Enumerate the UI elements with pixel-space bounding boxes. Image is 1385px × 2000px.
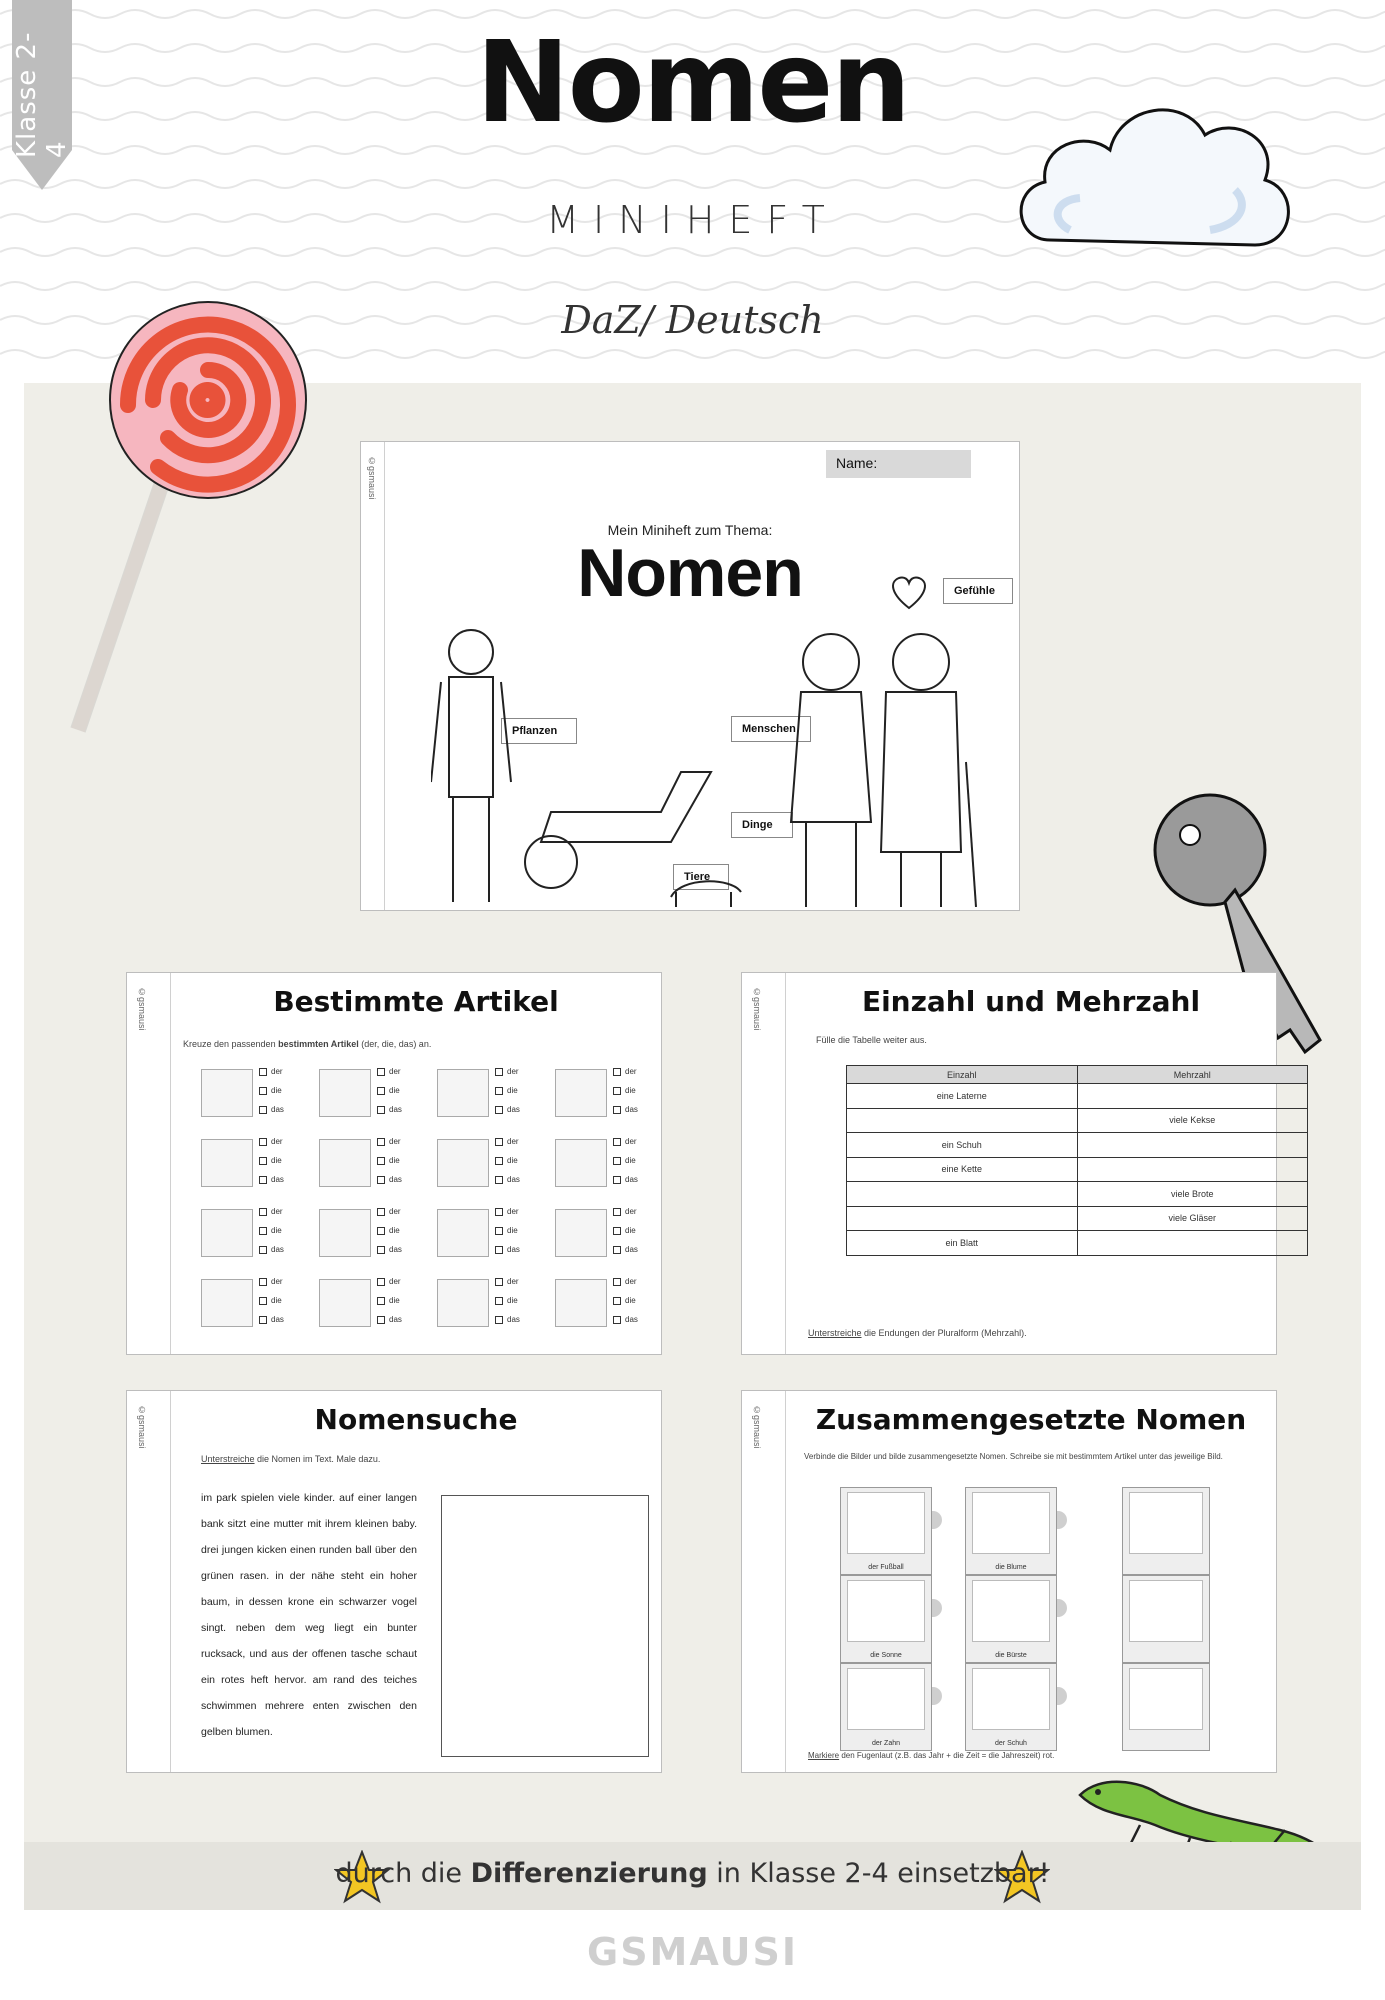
tag-tiere: Tiere <box>673 864 729 890</box>
checkbox[interactable] <box>259 1068 267 1076</box>
brand-logo: GSMAUSI <box>587 1930 798 1974</box>
singular-cell[interactable]: ein Blatt <box>847 1231 1078 1256</box>
article-option[interactable] <box>613 1245 638 1254</box>
sheet-margin <box>361 442 385 910</box>
search-sheet-preview <box>126 1390 662 1773</box>
article-picture <box>555 1279 607 1327</box>
checkbox[interactable] <box>377 1208 385 1216</box>
copyright-label: ©gsmausi <box>752 987 762 1031</box>
article-item <box>319 1065 439 1121</box>
plural-cell[interactable] <box>1077 1157 1308 1182</box>
option-label: das <box>507 1245 520 1254</box>
article-picture <box>555 1139 607 1187</box>
article-option[interactable] <box>377 1226 400 1235</box>
article-option[interactable] <box>613 1086 636 1095</box>
table-row <box>847 1206 1308 1231</box>
cover-title: Nomen <box>577 535 803 611</box>
option-label: der <box>625 1207 637 1216</box>
option-label: der <box>271 1137 283 1146</box>
sheet-title: Zusammengesetzte Nomen <box>815 1403 1247 1436</box>
option-label: der <box>271 1067 283 1076</box>
article-option[interactable] <box>377 1315 402 1324</box>
checkbox[interactable] <box>613 1278 621 1286</box>
checkbox[interactable] <box>495 1176 503 1184</box>
cover-sheet-preview <box>360 441 1020 911</box>
checkbox[interactable] <box>613 1227 621 1235</box>
article-item <box>437 1205 557 1261</box>
article-picture <box>201 1139 253 1187</box>
option-label: die <box>625 1086 636 1095</box>
sheet-instruction: Unterstreiche die Nomen im Text. Male dazu. <box>201 1454 381 1464</box>
article-option[interactable] <box>259 1245 284 1254</box>
option-label: das <box>625 1245 638 1254</box>
singular-cell[interactable]: ein Schuh <box>847 1133 1078 1158</box>
checkbox[interactable] <box>259 1208 267 1216</box>
checkbox[interactable] <box>377 1176 385 1184</box>
article-picture <box>319 1209 371 1257</box>
checkbox[interactable] <box>613 1316 621 1324</box>
plural-cell[interactable]: viele Brote <box>1077 1182 1308 1207</box>
checkbox[interactable] <box>613 1068 621 1076</box>
table-row <box>847 1157 1308 1182</box>
article-picture <box>319 1279 371 1327</box>
checkbox[interactable] <box>495 1068 503 1076</box>
article-option[interactable] <box>495 1067 519 1076</box>
option-label: der <box>271 1207 283 1216</box>
copyright-label: ©gsmausi <box>367 456 377 500</box>
option-label: die <box>271 1226 282 1235</box>
sheet-instruction: Verbinde die Bilder und bilde zusammengesetzte Nomen. Schreibe sie mit bestimmtem Artikel unter das jeweilige Bild. <box>804 1452 1223 1461</box>
connect-dot[interactable] <box>932 1599 942 1617</box>
article-item <box>555 1065 675 1121</box>
compound-item <box>840 1575 932 1663</box>
sheet-margin <box>127 973 171 1354</box>
option-label: der <box>507 1207 519 1216</box>
cover-pre-title: Mein Miniheft zum Thema: <box>607 522 773 538</box>
article-option[interactable] <box>259 1086 282 1095</box>
checkbox[interactable] <box>495 1157 503 1165</box>
article-option[interactable] <box>495 1086 518 1095</box>
checkbox[interactable] <box>377 1316 385 1324</box>
copyright-label: ©gsmausi <box>752 1405 762 1449</box>
compound-label: der Zahn <box>871 1740 901 1747</box>
compound-picture <box>1129 1668 1203 1730</box>
option-label: die <box>271 1156 282 1165</box>
article-option[interactable] <box>613 1067 637 1076</box>
article-item <box>201 1135 321 1191</box>
heart-icon <box>889 574 929 610</box>
option-label: die <box>507 1086 518 1095</box>
checkbox[interactable] <box>377 1297 385 1305</box>
article-option[interactable] <box>259 1137 283 1146</box>
compound-label: der Schuh <box>995 1740 1027 1747</box>
article-item <box>319 1205 439 1261</box>
search-text: im park spielen viele kinder. auf einer langen bank sitzt eine mutter mit ihrem kleinen baby. drei jungen kicken einen runden ball über den grünen rasen. in der nähe steht ein hoher baum, in dessen krone ein schwarzer vogel singt. neben dem weg liegt ein bunter rucksack, und aus der offenen tasche schaut ein rotes heft hervor. am rand des teiches schwimmen mehrere enten zwischen den gelben blumen. <box>201 1492 417 1738</box>
option-label: der <box>389 1137 401 1146</box>
copyright-label: ©gsmausi <box>137 987 147 1031</box>
option-label: der <box>389 1207 401 1216</box>
checkbox[interactable] <box>495 1246 503 1254</box>
checkbox[interactable] <box>377 1106 385 1114</box>
option-label: das <box>625 1175 638 1184</box>
option-label: der <box>389 1277 401 1286</box>
tag-pflanzen: Pflanzen <box>501 718 577 744</box>
checkbox[interactable] <box>259 1087 267 1095</box>
drawing-area <box>441 1495 649 1757</box>
article-option[interactable] <box>377 1296 400 1305</box>
option-label: der <box>625 1277 637 1286</box>
compound-item <box>840 1487 932 1575</box>
article-option[interactable] <box>495 1296 518 1305</box>
article-option[interactable] <box>377 1067 401 1076</box>
option-label: das <box>389 1315 402 1324</box>
compound-picture <box>1129 1492 1203 1554</box>
compound-item <box>965 1575 1057 1663</box>
compound-picture <box>847 1580 925 1642</box>
option-label: das <box>389 1245 402 1254</box>
option-label: der <box>507 1277 519 1286</box>
table-row <box>847 1133 1308 1158</box>
compound-picture <box>972 1492 1050 1554</box>
plural-cell[interactable]: viele Kekse <box>1077 1108 1308 1133</box>
option-label: der <box>389 1067 401 1076</box>
plural-cell[interactable]: viele Gläser <box>1077 1206 1308 1231</box>
article-option[interactable] <box>259 1315 284 1324</box>
article-option[interactable] <box>259 1207 283 1216</box>
checkbox[interactable] <box>613 1297 621 1305</box>
article-picture <box>555 1069 607 1117</box>
tag-menschen: Menschen <box>731 716 811 742</box>
checkbox[interactable] <box>495 1087 503 1095</box>
article-option[interactable] <box>495 1175 520 1184</box>
article-option[interactable] <box>613 1277 637 1286</box>
article-option[interactable] <box>495 1226 518 1235</box>
copyright-label: ©gsmausi <box>137 1405 147 1449</box>
checkbox[interactable] <box>613 1208 621 1216</box>
article-item <box>201 1065 321 1121</box>
plural-sheet-preview <box>741 972 1277 1355</box>
article-option[interactable] <box>495 1315 520 1324</box>
compound-picture <box>1129 1580 1203 1642</box>
option-label: das <box>625 1105 638 1114</box>
article-option[interactable] <box>259 1105 284 1114</box>
checkbox[interactable] <box>259 1316 267 1324</box>
article-picture <box>201 1209 253 1257</box>
article-item <box>437 1275 557 1331</box>
article-option[interactable] <box>613 1315 638 1324</box>
article-item <box>555 1205 675 1261</box>
sheet-instruction: Kreuze den passenden bestimmten Artikel (der, die, das) an. <box>183 1039 432 1049</box>
option-label: das <box>507 1105 520 1114</box>
singular-cell[interactable] <box>847 1182 1078 1207</box>
page-subtitle: MINIHEFT <box>546 198 839 242</box>
article-option[interactable] <box>495 1245 520 1254</box>
article-option[interactable] <box>259 1296 282 1305</box>
page-subject: DaZ/ Deutsch <box>561 298 824 342</box>
singular-cell[interactable]: eine Laterne <box>847 1084 1078 1109</box>
compound-sheet-preview <box>741 1390 1277 1773</box>
article-item <box>555 1135 675 1191</box>
checkbox[interactable] <box>377 1087 385 1095</box>
compound-picture <box>847 1668 925 1730</box>
checkbox[interactable] <box>495 1138 503 1146</box>
connect-dot[interactable] <box>1057 1599 1067 1617</box>
article-picture <box>437 1139 489 1187</box>
compound-picture <box>972 1580 1050 1642</box>
checkbox[interactable] <box>377 1157 385 1165</box>
article-item <box>437 1065 557 1121</box>
singular-cell[interactable] <box>847 1206 1078 1231</box>
article-option[interactable] <box>495 1105 520 1114</box>
option-label: der <box>507 1137 519 1146</box>
tag-dinge: Dinge <box>731 812 793 838</box>
singular-cell[interactable]: eine Kette <box>847 1157 1078 1182</box>
compound-item <box>1122 1663 1210 1751</box>
article-picture <box>201 1069 253 1117</box>
article-option[interactable] <box>613 1105 638 1114</box>
sheet-footer-instruction: Markiere den Fugenlaut (z.B. das Jahr + die Zeit = die Jahreszeit) rot. <box>808 1751 1055 1760</box>
article-option[interactable] <box>613 1137 637 1146</box>
checkbox[interactable] <box>495 1208 503 1216</box>
article-option[interactable] <box>377 1175 402 1184</box>
checkbox[interactable] <box>259 1157 267 1165</box>
option-label: die <box>271 1296 282 1305</box>
article-option[interactable] <box>377 1207 401 1216</box>
col-plural: Mehrzahl <box>1077 1066 1308 1084</box>
compound-picture <box>972 1668 1050 1730</box>
compound-label: die Sonne <box>870 1652 902 1659</box>
article-option[interactable] <box>377 1245 402 1254</box>
article-option[interactable] <box>613 1207 637 1216</box>
plural-cell[interactable] <box>1077 1084 1308 1109</box>
footer-text: durch die Differenzierung in Klasse 2-4 einsetzbar! <box>335 1858 1050 1889</box>
article-option[interactable] <box>377 1277 401 1286</box>
compound-item <box>965 1663 1057 1751</box>
connect-dot[interactable] <box>932 1511 942 1529</box>
option-label: das <box>389 1175 402 1184</box>
article-option[interactable] <box>377 1086 400 1095</box>
article-option[interactable] <box>259 1226 282 1235</box>
checkbox[interactable] <box>259 1176 267 1184</box>
compound-label: die Bürste <box>995 1652 1027 1659</box>
article-picture <box>319 1069 371 1117</box>
checkbox[interactable] <box>613 1106 621 1114</box>
table-row <box>847 1231 1308 1256</box>
checkbox[interactable] <box>259 1227 267 1235</box>
checkbox[interactable] <box>495 1227 503 1235</box>
article-option[interactable] <box>613 1175 638 1184</box>
compound-item <box>1122 1575 1210 1663</box>
option-label: das <box>389 1105 402 1114</box>
option-label: das <box>271 1105 284 1114</box>
cloud-illustration <box>1010 90 1300 280</box>
sheet-title: Bestimmte Artikel <box>273 985 559 1018</box>
article-option[interactable] <box>495 1137 519 1146</box>
article-option[interactable] <box>495 1207 519 1216</box>
checkbox[interactable] <box>613 1157 621 1165</box>
article-item <box>437 1135 557 1191</box>
article-option[interactable] <box>613 1296 636 1305</box>
plural-cell[interactable] <box>1077 1133 1308 1158</box>
page-title: Nomen <box>475 18 910 148</box>
compound-picture <box>847 1492 925 1554</box>
option-label: das <box>271 1175 284 1184</box>
name-field-label: Name: <box>826 450 971 478</box>
article-picture <box>319 1139 371 1187</box>
checkbox[interactable] <box>377 1068 385 1076</box>
article-option[interactable] <box>377 1156 400 1165</box>
compound-item <box>965 1487 1057 1575</box>
option-label: die <box>389 1086 400 1095</box>
tag-gefuehle: Gefühle <box>943 578 1013 604</box>
checkbox[interactable] <box>377 1227 385 1235</box>
singular-cell[interactable] <box>847 1108 1078 1133</box>
option-label: das <box>625 1315 638 1324</box>
checkbox[interactable] <box>259 1106 267 1114</box>
article-item <box>201 1275 321 1331</box>
connect-dot[interactable] <box>932 1687 942 1705</box>
article-option[interactable] <box>377 1105 402 1114</box>
article-picture <box>555 1209 607 1257</box>
connect-dot[interactable] <box>1057 1511 1067 1529</box>
checkbox[interactable] <box>613 1246 621 1254</box>
article-option[interactable] <box>613 1156 636 1165</box>
articles-sheet-preview <box>126 972 662 1355</box>
sheet-margin <box>127 1391 171 1772</box>
option-label: der <box>507 1067 519 1076</box>
checkbox[interactable] <box>259 1297 267 1305</box>
article-option[interactable] <box>495 1277 519 1286</box>
compound-label: die Blume <box>995 1564 1027 1571</box>
grade-label: Klasse 2-4 <box>12 31 72 158</box>
plural-cell[interactable] <box>1077 1231 1308 1256</box>
article-item <box>319 1275 439 1331</box>
connect-dot[interactable] <box>1057 1687 1067 1705</box>
option-label: der <box>625 1067 637 1076</box>
article-picture <box>201 1279 253 1327</box>
plural-table <box>846 1065 1308 1256</box>
option-label: die <box>625 1156 636 1165</box>
article-picture <box>437 1209 489 1257</box>
option-label: die <box>625 1226 636 1235</box>
option-label: die <box>389 1296 400 1305</box>
lollipop-illustration <box>58 300 308 740</box>
article-picture <box>437 1069 489 1117</box>
sheet-instruction: Fülle die Tabelle weiter aus. <box>816 1035 927 1045</box>
article-item <box>201 1205 321 1261</box>
option-label: die <box>271 1086 282 1095</box>
checkbox[interactable] <box>377 1138 385 1146</box>
sheet-title: Einzahl und Mehrzahl <box>861 985 1201 1018</box>
checkbox[interactable] <box>495 1278 503 1286</box>
checkbox[interactable] <box>259 1246 267 1254</box>
sheet-margin <box>742 1391 786 1772</box>
option-label: das <box>271 1245 284 1254</box>
article-picture <box>437 1279 489 1327</box>
checkbox[interactable] <box>613 1138 621 1146</box>
compound-item <box>1122 1487 1210 1575</box>
option-label: die <box>507 1296 518 1305</box>
checkbox[interactable] <box>259 1138 267 1146</box>
option-label: die <box>507 1226 518 1235</box>
option-label: das <box>271 1315 284 1324</box>
sheet-title: Nomensuche <box>314 1403 518 1436</box>
article-option[interactable] <box>613 1226 636 1235</box>
option-label: die <box>389 1226 400 1235</box>
sheet-footer-instruction: Unterstreiche die Endungen der Pluralform (Mehrzahl). <box>808 1328 1027 1338</box>
sheet-margin <box>742 973 786 1354</box>
compound-label: der Fußball <box>868 1564 904 1571</box>
option-label: die <box>507 1156 518 1165</box>
checkbox[interactable] <box>495 1297 503 1305</box>
col-singular: Einzahl <box>847 1066 1078 1084</box>
checkbox[interactable] <box>495 1106 503 1114</box>
checkbox[interactable] <box>495 1316 503 1324</box>
table-row <box>847 1084 1308 1109</box>
option-label: die <box>389 1156 400 1165</box>
article-item <box>319 1135 439 1191</box>
article-option[interactable] <box>495 1156 518 1165</box>
option-label: die <box>625 1296 636 1305</box>
article-option[interactable] <box>259 1175 284 1184</box>
article-item <box>555 1275 675 1331</box>
option-label: das <box>507 1315 520 1324</box>
checkbox[interactable] <box>259 1278 267 1286</box>
checkbox[interactable] <box>377 1246 385 1254</box>
checkbox[interactable] <box>613 1176 621 1184</box>
option-label: der <box>625 1137 637 1146</box>
article-option[interactable] <box>377 1137 401 1146</box>
checkbox[interactable] <box>613 1087 621 1095</box>
people-illustration <box>431 622 1011 907</box>
checkbox[interactable] <box>377 1278 385 1286</box>
article-option[interactable] <box>259 1156 282 1165</box>
compound-item <box>840 1663 932 1751</box>
option-label: der <box>271 1277 283 1286</box>
table-row <box>847 1108 1308 1133</box>
option-label: das <box>507 1175 520 1184</box>
article-option[interactable] <box>259 1067 283 1076</box>
article-option[interactable] <box>259 1277 283 1286</box>
table-row <box>847 1182 1308 1207</box>
